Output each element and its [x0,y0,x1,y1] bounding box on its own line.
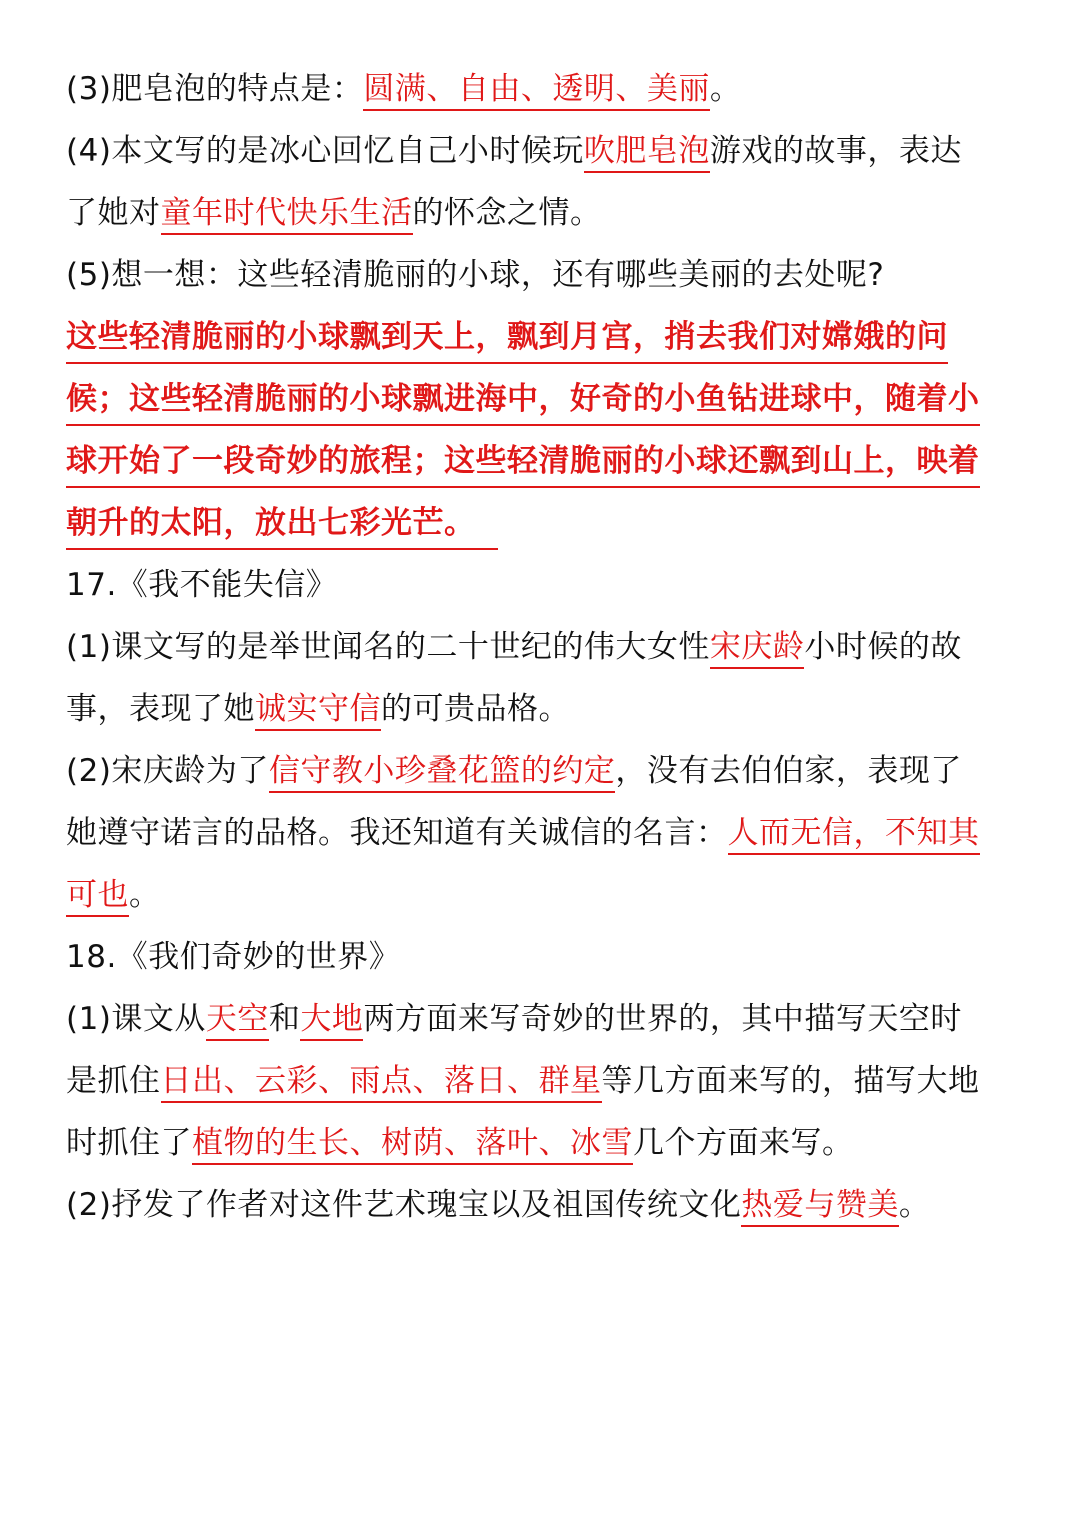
q5-question: (5)想一想：这些轻清脆丽的小球，还有哪些美丽的去处呢? [66,257,885,293]
l18-q1-line-2 [66,1050,1016,1112]
q4-prompt-2: 了她对 [66,195,161,231]
q4-line-2 [66,182,1016,244]
l18-q2-answer: 热爱与赞美 [741,1187,899,1227]
q5-answer-text-2: 候；这些轻清脆丽的小球飘进海中，好奇的小鱼钻进球中，随着小 [66,374,980,426]
l18-q1-line-3 [66,1112,1016,1174]
l18-q1-prompt: (1)课文从 [66,1001,206,1037]
l17-q1-prompt-mid: 小时候的故 [804,629,962,665]
q5-answer-line-2 [66,368,1016,430]
q4-line-1 [66,120,1016,182]
l17-q2-prompt-mid: ，没有去伯伯家，表现了 [615,753,962,789]
l18-q1-connector: 和 [268,1001,301,1037]
l17-q2-prompt: (2)宋庆龄为了 [66,753,269,789]
q4-prompt: (4)本文写的是冰心回忆自己小时候玩 [66,133,584,169]
q4-answer-1: 吹肥皂泡 [584,133,710,173]
q4-prompt-mid: 游戏的故事，表达 [709,133,962,169]
lesson18-title: 18.《我们奇妙的世界》 [66,939,401,975]
q4-answer-2: 童年时代快乐生活 [161,195,413,235]
l18-q2-line [66,1174,1016,1236]
q5-answer-line-3 [66,430,1016,492]
q4-end: 的怀念之情。 [412,195,602,231]
lesson17-title: 17.《我不能失信》 [66,567,338,603]
l17-q1-prompt-2: 事，表现了她 [66,691,255,727]
l18-q1-prompt-3: 时抓住了 [66,1125,192,1161]
l18-q1-answer-3: 日出、云彩、雨点、落日、群星 [161,1063,602,1103]
q5-answer-text-3: 球开始了一段奇妙的旅程；这些轻清脆丽的小球还飘到山上，映着 [66,436,980,488]
l18-q2-end: 。 [898,1187,931,1223]
q3-prompt: (3)肥皂泡的特点是： [66,71,364,107]
l17-q1-answer-1: 宋庆龄 [710,629,805,669]
l17-q2-line-2 [66,802,1016,864]
l18-q1-prompt-2: 是抓住 [66,1063,161,1099]
l18-q1-prompt-mid-2: 等几方面来写的，描写大地 [601,1063,980,1099]
l18-q2-prompt: (2)抒发了作者对这件艺术瑰宝以及祖国传统文化 [66,1187,742,1223]
l17-q1-prompt: (1)课文写的是举世闻名的二十世纪的伟大女性 [66,629,710,665]
l18-q1-end: 几个方面来写。 [633,1125,854,1161]
l18-q1-answer-1: 天空 [206,1001,269,1041]
l18-q1-line-1 [66,988,1016,1050]
q5-answer-text-1: 这些轻清脆丽的小球飘到天上，飘到月宫，捎去我们对嫦娥的问 [66,312,948,364]
l17-q2-answer-2: 人而无信，不知其 [728,815,980,855]
q3-end: 。 [709,71,742,107]
l17-q2-line-1 [66,740,1016,802]
l17-q1-line-1 [66,616,1016,678]
q5-answer-line-1 [66,306,1016,368]
l17-q2-answer-1: 信守教小珍叠花篮的约定 [269,753,616,793]
l17-q2-answer-3: 可也 [66,877,129,917]
l17-q2-line-3 [66,864,1016,926]
l17-q1-line-2 [66,678,1016,740]
l17-q1-end: 的可贵品格。 [381,691,570,727]
worksheet-page [66,58,1016,1236]
q3-line [66,58,1016,120]
l18-q1-prompt-mid: 两方面来写奇妙的世界的，其中描写天空时 [363,1001,962,1037]
q5-answer-text-4: 朝升的太阳，放出七彩光芒。 [66,498,498,550]
l17-q2-end: 。 [129,877,161,913]
l17-q2-prompt-2: 她遵守诺言的品格。我还知道有关诚信的名言： [66,815,728,851]
l17-q1-answer-2: 诚实守信 [255,691,381,731]
l18-q1-answer-2: 大地 [300,1001,363,1041]
q5-answer-line-4 [66,492,1016,554]
q3-answer: 圆满、自由、透明、美丽 [363,71,710,111]
l18-q1-answer-4: 植物的生长、树荫、落叶、冰雪 [192,1125,633,1165]
